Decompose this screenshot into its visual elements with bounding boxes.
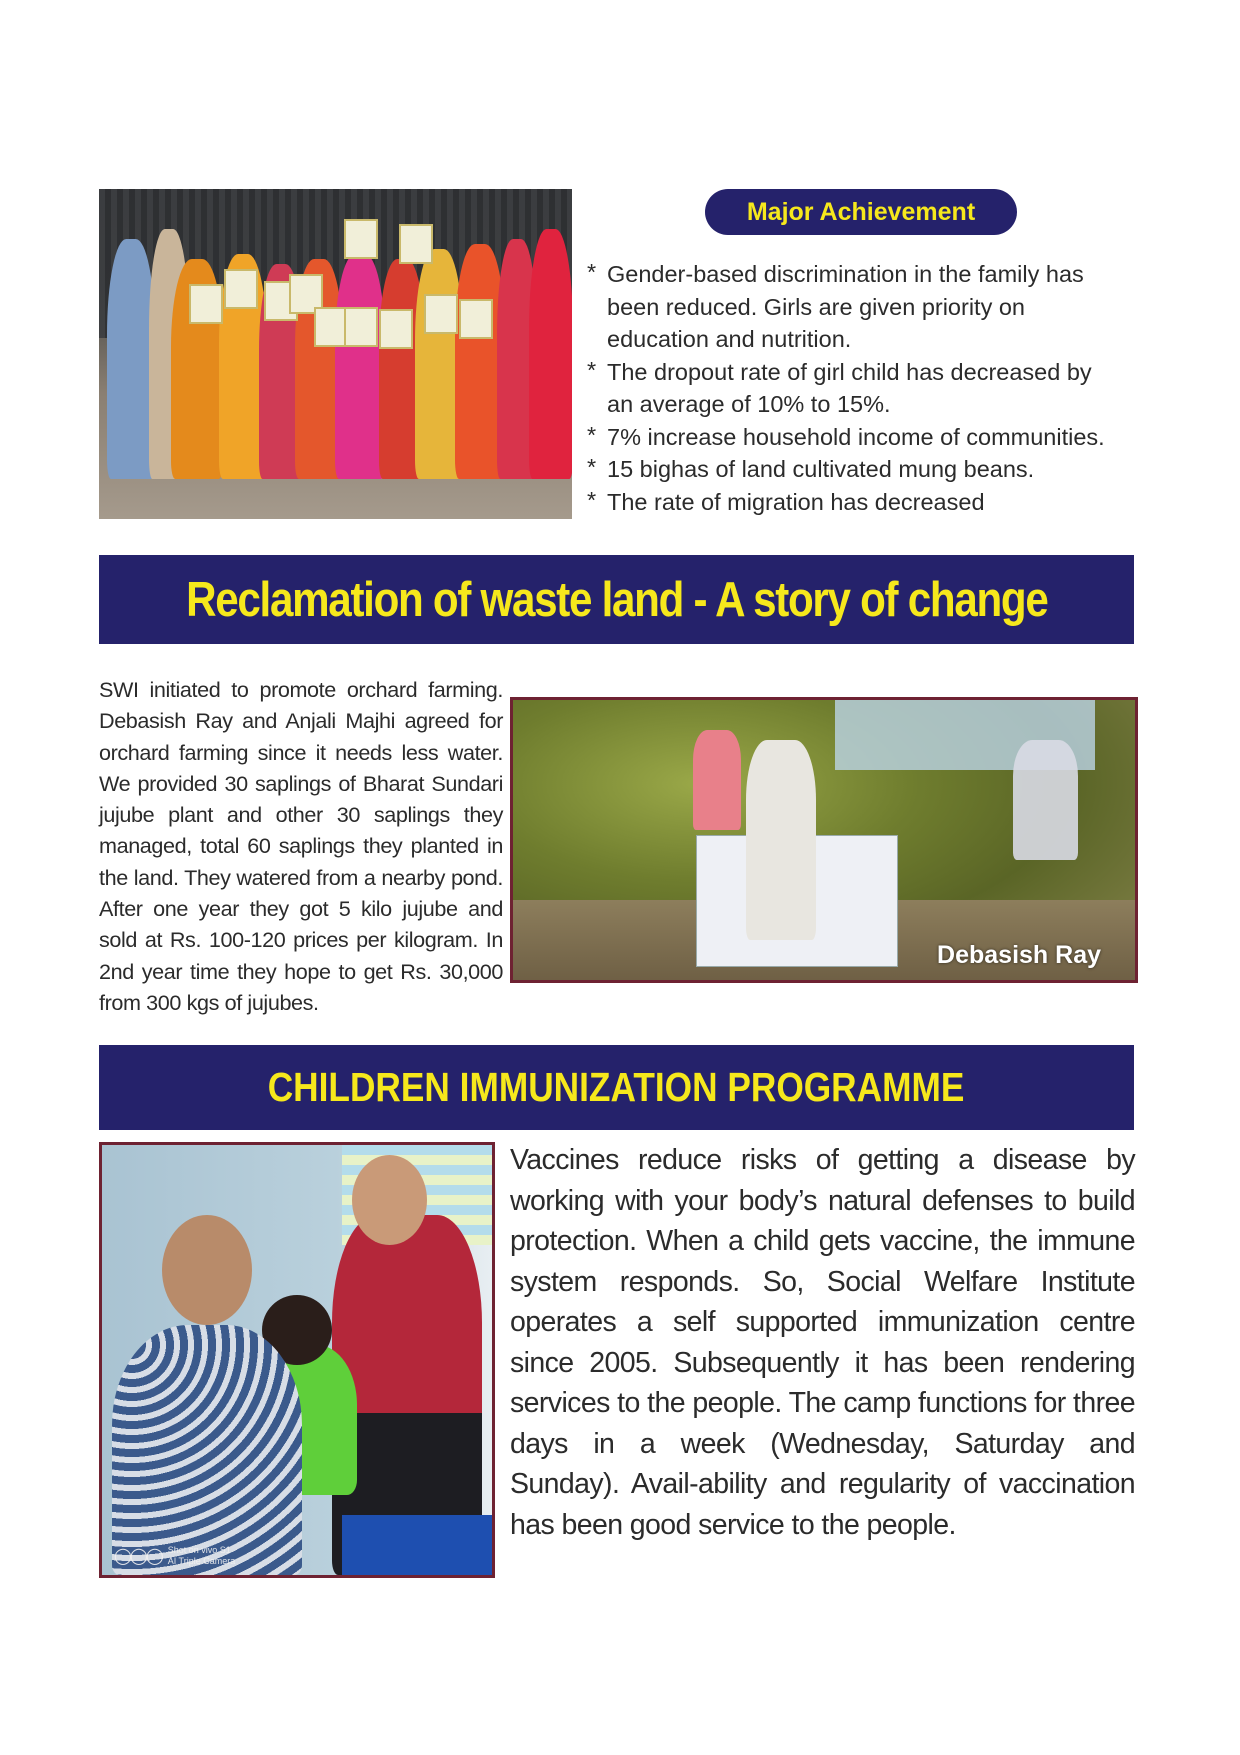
achievement-item <box>585 486 1145 519</box>
achievement-item <box>585 421 1145 454</box>
watermark-line-1: Shot on vivo S1 <box>167 1545 231 1555</box>
certificate <box>424 294 458 334</box>
immunization-title: CHILDREN IMMUNIZATION PROGRAMME <box>268 1064 965 1110</box>
bullet-asterisk: * <box>587 259 597 285</box>
bullet-asterisk: * <box>587 486 597 513</box>
achievement-text: The rate of migration has decreased <box>607 488 985 515</box>
certificate <box>189 284 223 324</box>
immunization-body-text: Vaccines reduce risks of getting a disease by working with your body’s natural defenses to build protection. When a child gets vaccine, the immune system responds. So, Social Welfare Institute operates a self supported immunization centre since 2005. Subsequently it has been rendering services to the people. The camp functions for three days in a week (Wednesday, Saturday and Sunday). Avail-ability and regularity of vaccination has been good service to the people. <box>510 1144 1135 1541</box>
bullet-asterisk: * <box>587 356 597 383</box>
reclamation-story-text: SWI initiated to promote orchard farming. Debasish Ray and Anjali Majhi agreed for orchard farming since it needs less water. We provided 30 saplings of Bharat Sundari jujube plant and other 30 saplings they managed, total 60 saplings they planted in the land. They watered from a nearby pond. After one year they got 5 kilo jujube and sold at Rs. 100-120 prices per kilogram. In 2nd year time they hope to get Rs. 30,000 from 300 kgs of jujubes. <box>99 677 503 1015</box>
bullet-asterisk: * <box>587 454 597 480</box>
watermark-text <box>168 1545 236 1567</box>
achievement-text: 15 bighas of land cultivated mung beans. <box>607 456 1035 482</box>
reclamation-section-banner <box>99 555 1134 644</box>
certificate <box>224 269 258 309</box>
bullet-asterisk: * <box>587 421 597 448</box>
photo-figure <box>746 740 816 940</box>
certificate <box>344 307 378 347</box>
achievement-text: Gender-based discrimination in the family has been reduced. Girls are given priority on education and nutrition. <box>607 261 1084 352</box>
certificate <box>379 309 413 349</box>
certificate <box>314 307 348 347</box>
photo-figure <box>1013 740 1078 860</box>
photo-box <box>342 1515 492 1575</box>
group-certificates-photo <box>99 189 572 519</box>
photo-figure-head <box>352 1155 427 1245</box>
photo-figure <box>529 229 572 479</box>
achievement-text: The dropout rate of girl child has decreased by an average of 10% to 15%. <box>607 358 1092 417</box>
certificate <box>344 219 378 259</box>
major-achievement-heading: Major Achievement <box>705 189 1017 235</box>
reclamation-title: Reclamation of waste land - A story of change <box>185 572 1048 627</box>
immunization-section-banner <box>99 1045 1134 1130</box>
achievement-item <box>585 453 1145 486</box>
achievement-item <box>585 356 1107 421</box>
certificate <box>399 224 433 264</box>
photo-figure <box>693 730 741 830</box>
photo-figure <box>335 254 385 479</box>
achievement-item <box>585 258 1107 356</box>
photo-figure <box>107 239 155 479</box>
camera-watermark <box>114 1545 235 1567</box>
photo-caption: Debasish Ray <box>937 941 1101 969</box>
orchard-photo <box>510 697 1138 983</box>
certificate <box>459 299 493 339</box>
achievement-text: 7% increase household income of communities. <box>607 423 1105 450</box>
vaccination-photo <box>99 1142 495 1578</box>
photo-figure-head <box>162 1215 252 1325</box>
camera-logo-icon: ◯◯◯ <box>114 1547 162 1565</box>
watermark-line-2: AI Triple Camera <box>167 1556 236 1566</box>
achievement-list <box>585 258 1145 518</box>
photo-figure <box>112 1325 302 1575</box>
